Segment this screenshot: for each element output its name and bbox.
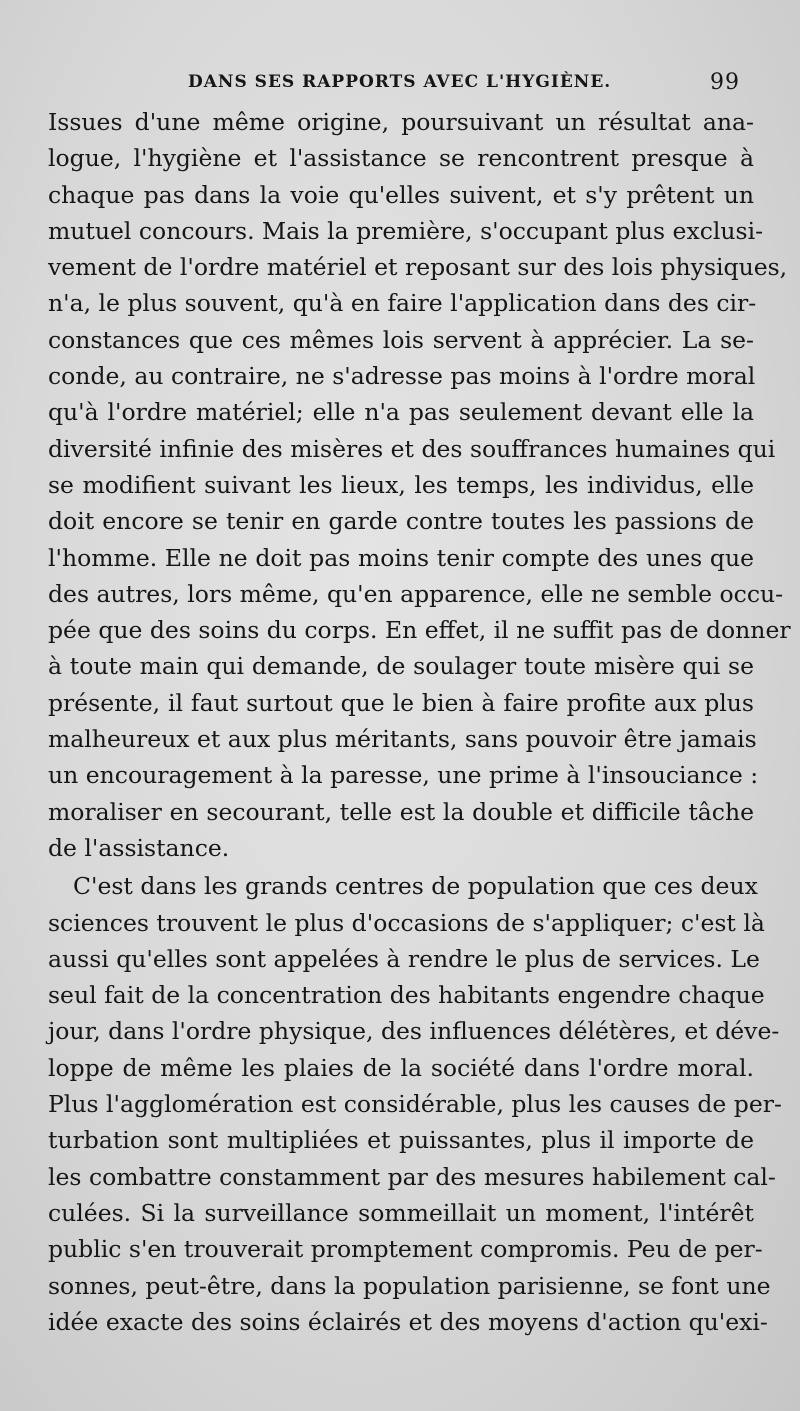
text-line: chaque pas dans la voie qu'elles suivent, et s'y prêtent un: [48, 180, 754, 209]
text-line: culées. Si la surveillance sommeillait un moment, l'intérêt: [48, 1198, 754, 1227]
text-line: à toute main qui demande, de soulager toute misère qui se: [48, 652, 754, 681]
text-line: un encouragement à la paresse, une prime à l'insouciance :: [48, 761, 759, 790]
text-line: Issues d'une même origine, poursuivant un résultat ana-: [48, 108, 754, 136]
text-line: vement de l'ordre matériel et reposant sur des lois physiques,: [48, 253, 788, 282]
body-text: [48, 104, 791, 1340]
text-line: idée exacte des soins éclairés et des moyens d'action qu'exi-: [48, 1307, 768, 1336]
text-line: les combattre constamment par des mesures habilement cal-: [48, 1162, 776, 1191]
text-line: malheureux et aux plus méritants, sans pouvoir être jamais: [48, 725, 757, 754]
text-line: constances que ces mêmes lois servent à apprécier. La se-: [48, 325, 754, 354]
text-line: sciences trouvent le plus d'occasions de s'appliquer; c'est là: [48, 908, 765, 937]
text-line: pée que des soins du corps. En effet, il ne suffit pas de donner: [48, 616, 791, 645]
text-line: mutuel concours. Mais la première, s'occupant plus exclusi-: [48, 216, 764, 245]
page-number: 99: [710, 70, 740, 95]
text-line: diversité infinie des misères et des souffrances humaines qui: [48, 434, 776, 463]
page-header: [188, 72, 748, 100]
text-line: moraliser en secourant, telle est la double et difficile tâche: [48, 797, 754, 826]
paragraph-2: [48, 868, 782, 1340]
text-line: sonnes, peut-être, dans la population parisienne, se font une: [48, 1271, 771, 1300]
text-line: des autres, lors même, qu'en apparence, elle ne semble occu-: [48, 579, 784, 608]
text-line: présente, il faut surtout que le bien à faire profite aux plus: [48, 688, 754, 717]
paragraph-1: [48, 104, 791, 866]
text-line: seul fait de la concentration des habitants engendre chaque: [48, 981, 765, 1010]
text-line: conde, au contraire, ne s'adresse pas moins à l'ordre moral: [48, 362, 756, 391]
text-line: C'est dans les grands centres de population que ces deux: [73, 872, 758, 901]
text-line: qu'à l'ordre matériel; elle n'a pas seulement devant elle la: [48, 398, 754, 427]
text-line: se modifient suivant les lieux, les temps, les individus, elle: [48, 470, 754, 499]
text-line: aussi qu'elles sont appelées à rendre le plus de services. Le: [48, 944, 760, 973]
text-line: turbation sont multipliées et puissantes, plus il importe de: [48, 1126, 754, 1155]
text-line: loppe de même les plaies de la société dans l'ordre moral.: [48, 1053, 754, 1082]
text-line: Plus l'agglomération est considérable, plus les causes de per-: [48, 1090, 782, 1119]
text-line: doit encore se tenir en garde contre toutes les passions de: [48, 507, 754, 536]
text-line: de l'assistance.: [48, 833, 230, 862]
text-line: logue, l'hygiène et l'assistance se rencontrent presque à: [48, 144, 754, 173]
text-line: jour, dans l'ordre physique, des influences délétères, et déve-: [48, 1017, 780, 1046]
running-head: DANS SES RAPPORTS AVEC L'HYGIÈNE.: [188, 72, 612, 92]
text-line: public s'en trouverait promptement compromis. Peu de per-: [48, 1235, 763, 1264]
text-line: l'homme. Elle ne doit pas moins tenir compte des unes que: [48, 543, 754, 572]
text-line: n'a, le plus souvent, qu'à en faire l'application dans des cir-: [48, 289, 757, 318]
